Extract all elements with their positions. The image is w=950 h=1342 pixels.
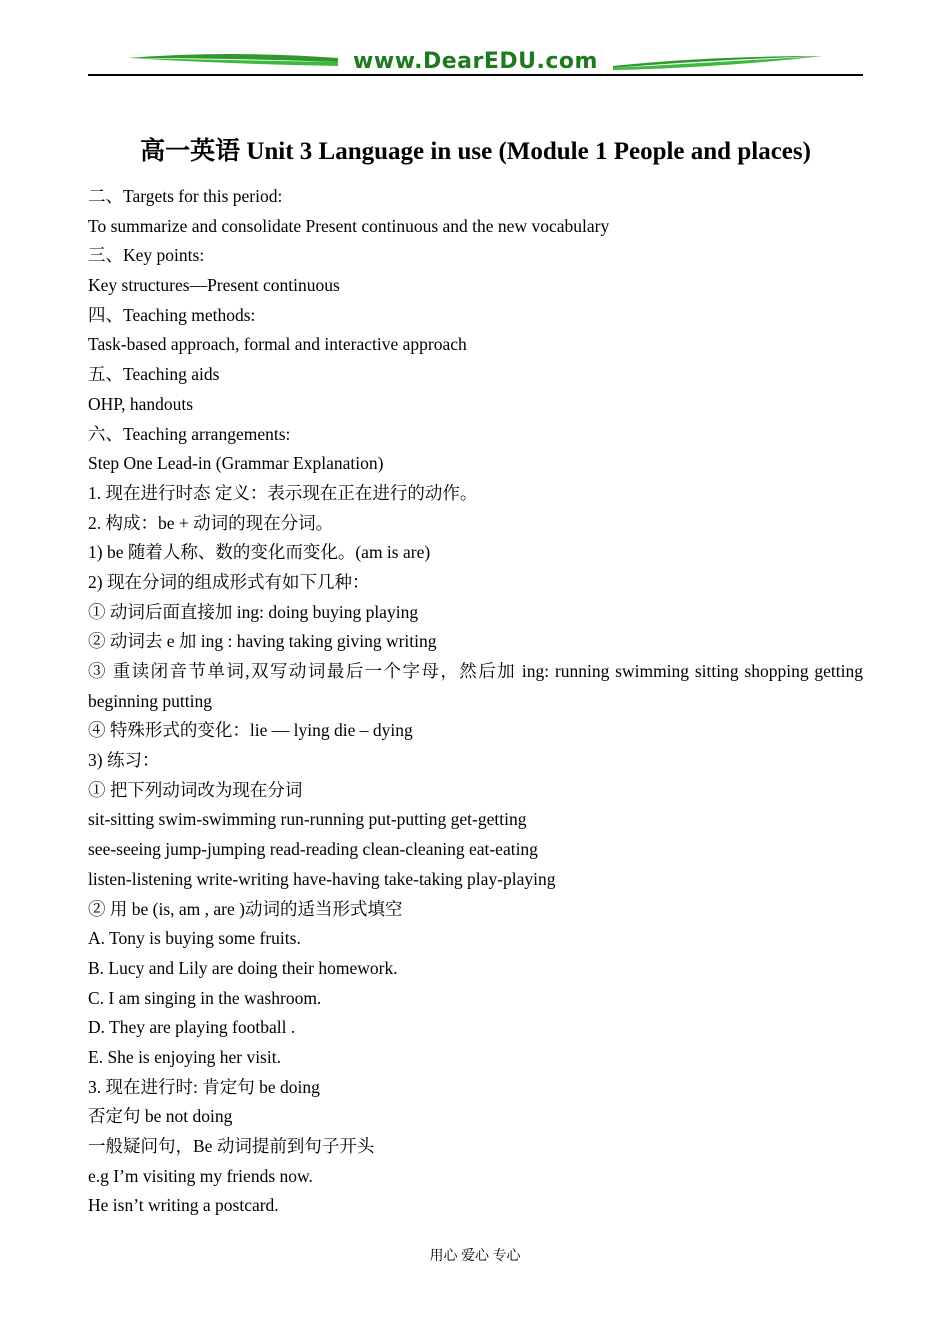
document-body — [88, 182, 863, 1221]
key-points-text: Key structures—Present continuous — [88, 275, 340, 296]
section-aids-heading: 五、Teaching aids — [88, 364, 220, 385]
methods-text: Task-based approach, formal and interactive approach — [88, 334, 467, 355]
exercise-sentence: E. She is enjoying her visit. — [88, 1046, 281, 1067]
text-line: ④ 特殊形式的变化：lie — lying die – dying — [88, 720, 413, 741]
exercise-sentence: D. They are playing football . — [88, 1017, 296, 1038]
section-methods-heading: 四、Teaching methods: — [88, 304, 256, 325]
section-targets-heading: 二、Targets for this period: — [88, 186, 283, 206]
text-line: 1. 现在进行时态 定义：表示现在正在进行的动作。 — [88, 482, 478, 503]
site-logo-text: www.DearEDU.com — [353, 49, 598, 74]
targets-text: To summarize and consolidate Present continuous and the new vocabulary — [88, 215, 610, 236]
text-line: ② 用 be (is, am , are )动词的适当形式填空 — [88, 898, 403, 919]
text-line: sit-sitting swim-swimming run-running put-putting get-getting — [88, 809, 527, 830]
text-line: ① 把下列动词改为现在分词 — [88, 779, 303, 800]
header-rule — [88, 74, 863, 76]
text-line: ② 动词去 e 加 ing : having taking giving writing — [88, 631, 437, 652]
text-line: ① 动词后面直接加 ing: doing buying playing — [88, 601, 419, 622]
text-line-wrapped: ③ 重读闭音节单词,双写动词最后一个字母，然后加 ing: running swimming sitting shopping getting beginning putting — [88, 661, 863, 711]
text-line: 3) 练习： — [88, 750, 160, 771]
step-one-heading: Step One Lead-in (Grammar Explanation) — [88, 453, 384, 474]
section-arrangements-heading: 六、Teaching arrangements: — [88, 423, 291, 444]
aids-text: OHP, handouts — [88, 393, 194, 414]
text-line: 2. 构成：be + 动词的现在分词。 — [88, 512, 334, 533]
text-line: 1) be 随着人称、数的变化而变化。(am is are) — [88, 542, 431, 563]
exercise-sentence: A. Tony is buying some fruits. — [88, 928, 301, 949]
exercise-sentence: B. Lucy and Lily are doing their homework. — [88, 957, 398, 978]
text-line: listen-listening write-writing have-having take-taking play-playing — [88, 868, 556, 889]
example-sentence: e.g I’m visiting my friends now. — [88, 1165, 313, 1186]
exercise-sentence: C. I am singing in the washroom. — [88, 987, 322, 1008]
page-footer: 用心 爱心 专心 — [429, 1249, 521, 1264]
text-line: 否定句 be not doing — [88, 1106, 233, 1127]
document-title: 高一英语 Unit 3 Language in use (Module 1 People and places) — [140, 138, 811, 165]
example-sentence: He isn’t writing a postcard. — [88, 1195, 279, 1216]
text-line: 2) 现在分词的组成形式有如下几种： — [88, 571, 370, 592]
section-key-points-heading: 三、Key points: — [88, 245, 205, 266]
text-line: see-seeing jump-jumping read-reading clean-cleaning eat-eating — [88, 839, 538, 860]
text-line: 一般疑问句，Be 动词提前到句子开头 — [88, 1136, 375, 1157]
text-line: 3. 现在进行时: 肯定句 be doing — [88, 1076, 320, 1097]
